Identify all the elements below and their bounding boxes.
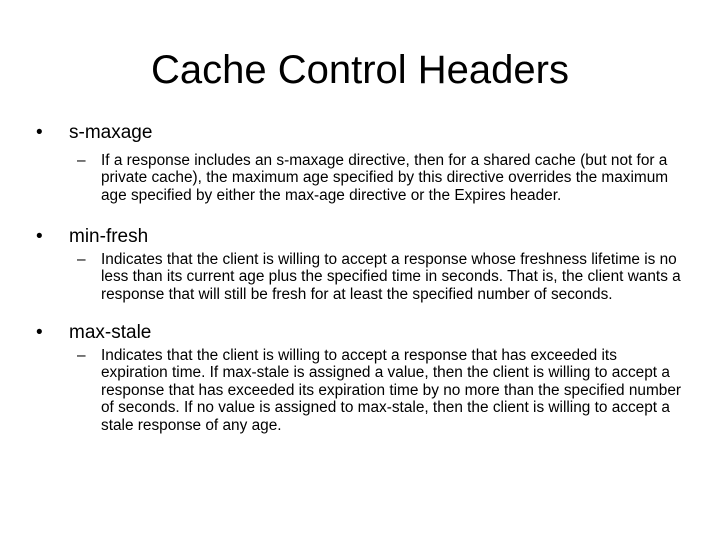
sub-item-max-stale [77, 347, 687, 434]
slide-title: Cache Control Headers [151, 48, 569, 92]
bullet-item-max-stale [36, 322, 151, 344]
sub-item-s-maxage [77, 152, 687, 204]
bullet-icon: • [36, 122, 43, 143]
bullet-item-min-fresh [36, 226, 148, 248]
bullet-icon: • [36, 322, 43, 343]
sub-item-text: Indicates that the client is willing to accept a response that has exceeded its expiration time. If max-stale is assigned a value, then the client is willing to accept a response that has exceeded its expiration time by no more than the specified number of seconds. If no value is assigned to max-stale, then the client is willing to accept a stale response of any age. [101, 347, 682, 434]
bullet-item-s-maxage [36, 122, 152, 144]
bullet-heading: s-maxage [69, 122, 153, 143]
sub-item-min-fresh [77, 251, 687, 303]
bullet-heading: max-stale [69, 322, 152, 343]
dash-icon: – [77, 251, 86, 268]
sub-item-text: Indicates that the client is willing to accept a response whose freshness lifetime is no less than its current age plus the specified time in seconds. That is, the client wants a response that will still be fresh for at least the specified number of seconds. [101, 251, 681, 303]
dash-icon: – [77, 347, 86, 364]
bullet-heading: min-fresh [69, 226, 149, 247]
sub-item-text: If a response includes an s-maxage directive, then for a shared cache (but not for a private cache), the maximum age specified by this directive overrides the maximum age specified by either the max-age directive or the Expires header. [101, 152, 669, 204]
dash-icon: – [77, 152, 86, 169]
bullet-icon: • [36, 226, 43, 247]
